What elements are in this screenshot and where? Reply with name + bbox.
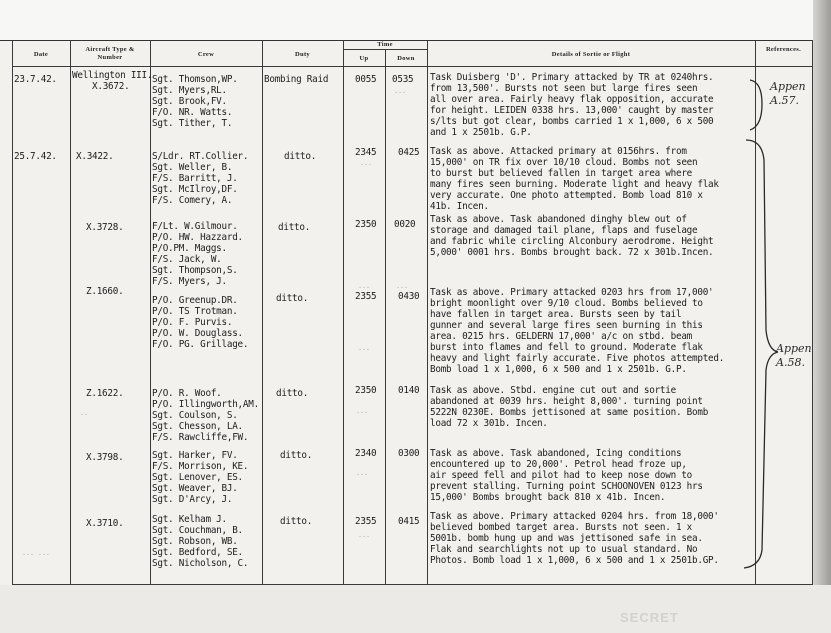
entry-duty: Bombing Raid [264,74,329,85]
column-rule [343,40,344,585]
entry-time-up: 0055 [355,74,377,85]
crew-member: Sgt. Myers,RL. [152,85,227,96]
header-down: Down [397,55,415,62]
entry-time-down: 0140 [398,385,420,396]
details-line: and 1 x 2501b. G.P. [430,127,532,138]
header-aircraft: Aircraft Type & Number [85,46,135,61]
header-rule [12,66,812,67]
details-line: load 72 x 301b. Incen. [430,418,548,429]
details-line: abandoned at 0039 hrs. height 8,000'. turning point [430,396,703,407]
crew-member: F/Lt. W.Gilmour. [152,221,238,232]
crew-member: P/O. TS Trotman. [152,306,238,317]
entry-duty: ditto. [280,516,313,527]
column-rule [427,40,428,585]
details-line: storage and damaged tail plane, flaps and fuselage [430,225,698,236]
entry-time-down: 0430 [398,291,420,302]
column-rule [150,40,151,585]
details-line: 15,000' Bombs brought back 810 x 41b. Incen. [430,492,666,503]
entry-date: 23.7.42. [14,74,57,85]
details-line: have fallen in target area. Bursts seen by tail [430,309,682,320]
entry-aircraft-number: X.3710. [86,518,124,529]
crew-member: Sgt. Lenover, ES. [152,472,243,483]
crew-member: Sgt. Weller, B. [152,162,233,173]
crew-member: Sgt. Weaver, BJ. [152,483,238,494]
crew-member: Sgt. Kelham J. [152,514,227,525]
time-rule [344,49,427,50]
details-line: area. 0215 hrs. GELDERN 17,000' a/c on stbd. beam [430,331,693,342]
entry-aircraft-number: X.3798. [86,452,124,463]
details-line: burst into flames and fell to ground. Moderate flak [430,342,703,353]
details-line: 5001b. bomb hung up and was jettisoned safe in sea. [430,533,703,544]
page-edge-shadow [813,0,831,633]
details-line: Photos. Bomb load 1 x 1,000, 6 x 500 and 1 x 2501b.GP. [430,555,719,566]
crew-member: Sgt. Couchman, B. [152,525,243,536]
entry-time-up: 2355 [355,291,377,302]
entry-time-up: 2350 [355,385,377,396]
details-line: Task as above. Primary attacked 0204 hrs. from 18,000' [430,511,719,522]
details-line: encountered up to 20,000'. Petrol head froze up, [430,459,687,470]
details-line: very accurate. One photo attempted. Bomb load 810 x [430,190,703,201]
column-rule [70,40,71,585]
crew-member: P/O. W. Douglass. [152,328,243,339]
entry-duty: ditto. [276,388,309,399]
entry-duty: ditto. [278,222,311,233]
crew-member: F/S. Jack, W. [152,254,222,265]
details-line: air speed fell and pilot had to keep nose down to [430,470,693,481]
details-line: all over area. Fairly heavy flak opposition, accurate [430,94,714,105]
crew-member: P/O.PM. Maggs. [152,243,227,254]
entry-time-down: 0425 [398,147,420,158]
details-line: gunner and several large fires seen burning in this [430,320,703,331]
details-line: Task as above. Stbd. engine cut out and sortie [430,385,676,396]
bottom-rule [12,584,812,585]
details-line: 5,000' 0001 hrs. Bombs brought back. 72 x 301b.Incen. [430,247,714,258]
entry-time-up: 2345 [355,147,377,158]
details-line: 15,000' on TR fix over 10/10 cloud. Bombs not seen [430,157,698,168]
entry-time-down: 0535 [392,74,414,85]
details-line: many fires seen burning. Moderate light and heavy flak [430,179,719,190]
entry-aircraft-number: X.3672. [92,81,130,92]
crew-member: Sgt. Harker, FV. [152,450,238,461]
entry-duty: ditto. [280,450,313,461]
entry-time-down: 0020 [394,219,416,230]
entry-time-up: 2350 [355,219,377,230]
column-rule [12,40,13,585]
appendix-note: Appen A.57. [770,80,806,107]
crew-member: S/Ldr. RT.Collier. [152,151,249,162]
crew-member: Sgt. Coulson, S. [152,410,238,421]
details-line: for height. LEIDEN 0338 hrs. 13,000' caught by master [430,105,714,116]
crew-member: Sgt. Tither, T. [152,118,233,129]
entry-aircraft-number: Z.1660. [86,286,124,297]
details-line: Task as above. Task abandoned dinghy blew out of [430,214,687,225]
crew-member: P/O. Illingworth,AM. [152,399,259,410]
details-line: prevent stalling. Turning point SCHOONOVEN 0123 hrs [430,481,703,492]
details-line: heavy and light fairly accurate. Five photos attempted. [430,353,725,364]
appendix-note: Appen A.58. [776,342,812,369]
header-details: Details of Sortie or Flight [551,51,631,58]
details-line: 5222N 0230E. Bombs jettisoned at same position. Bomb [430,407,709,418]
crew-member: F/S. Comery, A. [152,195,233,206]
top-margin [0,0,831,41]
bottom-margin [0,585,831,633]
details-line: and fabric while circling Alconbury aerodrome. Height [430,236,714,247]
header-references: References. [765,46,802,53]
operations-record-sheet: Date Aircraft Type & Number Crew Duty Time Up Down Details of Sortie or Flight References. 23.7.42. Wellington III. X.3672. Sgt. Thomson,WP. Sgt. Myers,RL. Sgt. Brook,FV. F/O. NR. Watts. Sgt. Tither, T. Bombing Raid 0055 0535 Task Duisberg 'D'. Primary attacked by TR at 0240hrs. from 13,500'. Bursts not seen but large fires seen all over area. Fairly heavy flak opposition, accurate for height. LEIDEN 0338 hrs. 13,000' caught by master s/lts but got clear, bombs carried 1 x 1,000, 6 x 500 and 1 x 2501b. G.P. 25.7.42. X.3422. S/Ldr. RT.Collier. Sgt. Weller, B. F/S. Barritt, J. Sgt. McIlroy,DF. F/S. Comery, A. ditto. 2345 0425 Task as above. Attacked primary at 0156hrs. from 15,000' on TR fix over 10/10 cloud. Bombs not seen to burst but believed fallen in target area where many fires seen burning. Moderate light and heavy flak very accurate. One photo attempted. Bomb load 810 x 41b. Incen. X.3728. F/Lt. W.Gilmour. P/O. HW. Hazzard. P/O.PM. Maggs. F/S. Jack, W. Sgt. Thompson,S. F/S. Myers, J. ditto. 2350 0020 Task as above. Task abandoned dinghy blew out of storage and damaged tail plane, flaps and fuselage and fabric while circling Alconbury aerodrome. Height 5,000' 0001 hrs. Bombs brought back. 72 x 301b.Incen. Z.1660. P/O. Greenup.DR. P/O. TS Trotman. P/O. F. Purvis. P/O. W. Douglass. F/O. PG. Grillage. ditto. 2355 0430 Task as above. Primary attacked 0203 hrs from 17,000' bright moonlight over 9/10 cloud. Bombs believed to have fallen in target area. Bursts seen by tail gunner and several large fires seen burning in this area. 0215 hrs. GELDERN 17,000' a/c on stbd. beam burst into flames and fell to ground. Moderate flak heavy and light fairly accurate. Five photos attempted. Bomb load 1 x 1,000, 6 x 500 and 1 x 2501b. G.P. Z.1622. P/O. R. Woof. P/O. Illingworth,AM. Sgt. Coulson, S. Sgt. Chesson, LA. F/S. Rawcliffe,FW. ditto. 2350 0140 Task as above. Stbd. engine cut out and sortie abandoned at 0039 hrs. height 8,000'. turning point 5222N 0230E. Bombs jettisoned at same position. Bomb load 72 x 301b. Incen. X.3798. Sgt. Harker, FV. F/S. Morrison, KE. Sgt. Lenover, ES. Sgt. Weaver, BJ. Sgt. D'Arcy, J. ditto. 2340 0300 Task as above. Task abandoned, Icing conditions encountered up to 20,000'. Petrol head froze up, air speed fell and pilot had to keep nose down to prevent stalling. Turning point SCHOONOVEN 0123 hrs 15,000' Bombs brought back 810 x 41b. Incen. X.3710. Sgt. Kelham J. Sgt. Couchman, B. Sgt. Robson, WB. Sgt. Bedford, SE. Sgt. Nicholson, C. ditto. 2355 0415 Task as above. Primary attacked 0204 hrs. from 18,000' believed bombed target area. Bursts not seen. 1 x 5001b. bomb hung up and was jettisoned safe in sea. Flak and searchlights not up to usual standard. No Photos. Bomb load 1 x 1,000, 6 x 500 and 1 x 2501b.GP. ··· ··· ··· ··· ··· ··· ··· ··· ··· ··· ·· Appen A.57. Appen A.58. SECRET [0,0,831,633]
crew-member: Sgt. Thompson,S. [152,265,238,276]
details-line: Task Duisberg 'D'. Primary attacked by TR at 0240hrs. [430,72,714,83]
crew-member: P/O. Greenup.DR. [152,295,238,306]
reference-bracket [740,130,780,570]
header-crew: Crew [197,51,215,58]
reference-bracket [748,78,768,133]
crew-member: P/O. F. Purvis. [152,317,233,328]
entry-time-up: 2355 [355,516,377,527]
entry-aircraft-number: X.3728. [86,222,124,233]
crew-member: F/S. Rawcliffe,FW. [152,432,249,443]
entry-time-down: 0415 [398,516,420,527]
details-line: 41b. Incen. [430,201,489,212]
details-line: Task as above. Task abandoned, Icing conditions [430,448,682,459]
entry-date: 25.7.42. [14,151,57,162]
details-line: bright moonlight over 9/10 cloud. Bombs believed to [430,298,703,309]
details-line: Task as above. Attacked primary at 0156hrs. from [430,146,687,157]
header-duty: Duty [295,51,310,58]
entry-duty: ditto. [276,293,309,304]
crew-member: Sgt. Bedford, SE. [152,547,243,558]
header-date: Date [33,51,49,58]
details-line: Task as above. Primary attacked 0203 hrs from 17,000' [430,287,714,298]
entry-duty: ditto. [284,151,317,162]
header-up: Up [359,55,369,62]
entry-aircraft-type: Wellington III. [72,70,153,81]
crew-member: Sgt. Thomson,WP. [152,74,238,85]
header-time: Time [377,41,393,48]
crew-member: F/S. Morrison, KE. [152,461,249,472]
column-rule [385,50,386,585]
column-rule [262,40,263,585]
crew-member: P/O. R. Woof. [152,388,222,399]
entry-aircraft-number: X.3422. [76,151,114,162]
entry-time-down: 0300 [398,448,420,459]
details-line: to burst but believed fallen in target area where [430,168,693,179]
entry-aircraft-number: Z.1622. [86,388,124,399]
crew-member: F/S. Myers, J. [152,276,227,287]
crew-member: F/O. PG. Grillage. [152,339,249,350]
details-line: s/lts but got clear, bombs carried 1 x 1,000, 6 x 500 [430,116,714,127]
crew-member: Sgt. Robson, WB. [152,536,238,547]
secret-stamp: SECRET [620,610,679,625]
crew-member: Sgt. Chesson, LA. [152,421,243,432]
crew-member: Sgt. D'Arcy, J. [152,494,233,505]
details-line: believed bombed target area. Bursts not seen. 1 x [430,522,693,533]
crew-member: P/O. HW. Hazzard. [152,232,243,243]
crew-member: Sgt. Nicholson, C. [152,558,249,569]
details-line: Flak and searchlights not up to usual standard. No [430,544,698,555]
details-line: from 13,500'. Bursts not seen but large fires seen [430,83,698,94]
column-rule [812,40,813,585]
details-line: Bomb load 1 x 1,000, 6 x 500 and 1 x 2501b. G.P. [430,364,687,375]
crew-member: F/O. NR. Watts. [152,107,233,118]
crew-member: Sgt. McIlroy,DF. [152,184,238,195]
crew-member: F/S. Barritt, J. [152,173,238,184]
entry-time-up: 2340 [355,448,377,459]
crew-member: Sgt. Brook,FV. [152,96,227,107]
